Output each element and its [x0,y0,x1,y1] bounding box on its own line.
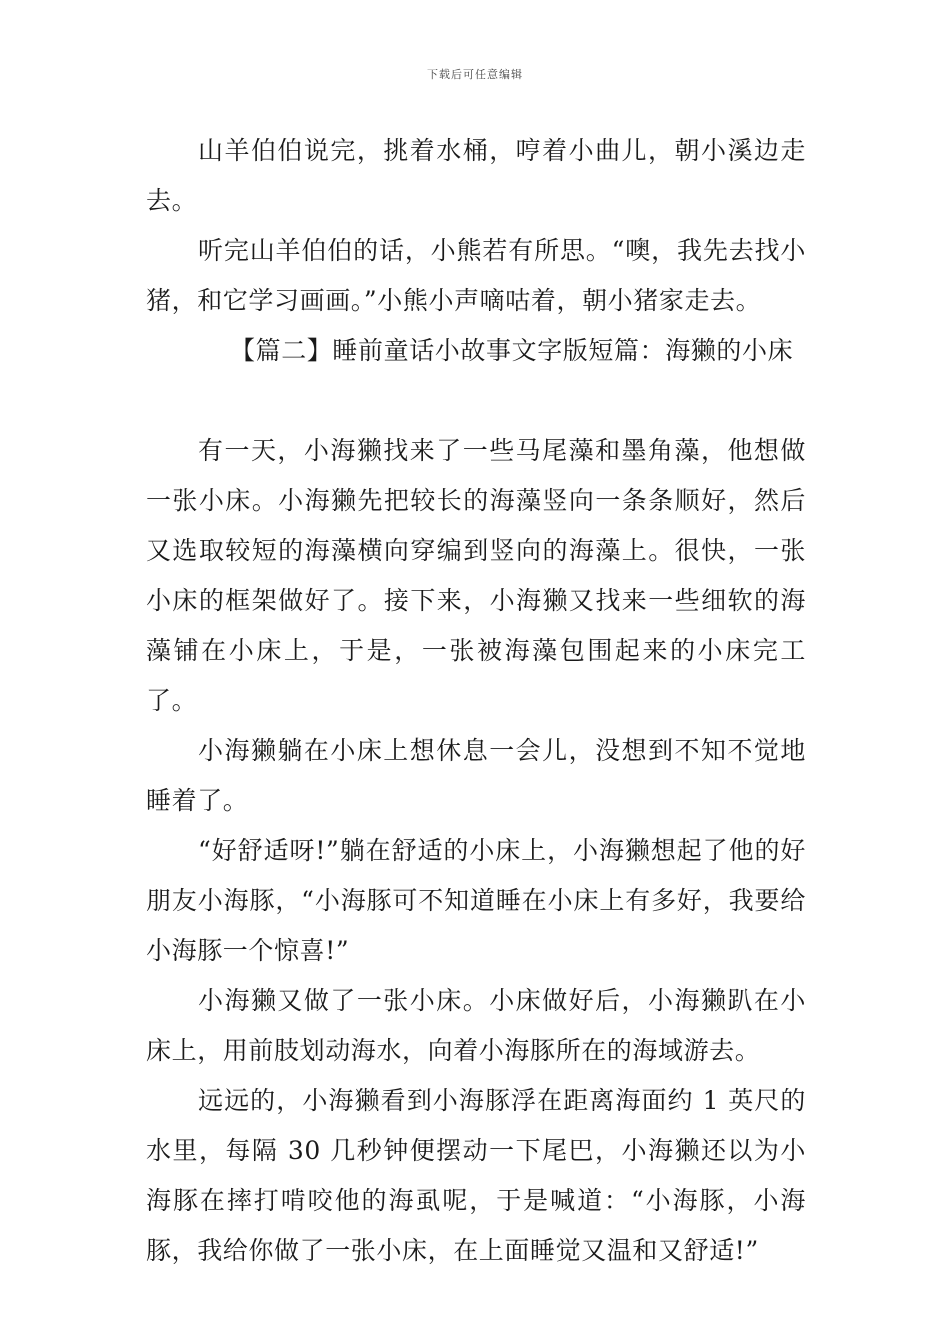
paragraph-6: 小海獭又做了一张小床。小床做好后，小海獭趴在小床上，用前肢划动海水，向着小海豚所在的海域游去。 [146,986,806,1065]
section-title: 【篇二】睡前童话小故事文字版短篇：海獭的小床 [230,336,794,365]
document-body [146,126,806,1276]
paragraph-5: “好舒适呀!”躺在舒适的小床上，小海獭想起了他的好朋友小海豚，“小海豚可不知道睡在小床上有多好，我要给小海豚一个惊喜!” [146,836,806,965]
paragraph-4: 小海獭躺在小床上想休息一会儿，没想到不知不觉地睡着了。 [146,736,806,815]
paragraph-2: 听完山羊伯伯的话，小熊若有所思。“噢，我先去找小猪，和它学习画画。”小熊小声嘀咕着，朝小猪家走去。 [146,236,806,315]
paragraph-3: 有一天，小海獭找来了一些马尾藻和墨角藻，他想做一张小床。小海獭先把较长的海藻竖向一条条顺好，然后又选取较短的海藻横向穿编到竖向的海藻上。很快，一张小床的框架做好了。接下来，小海獭又找来一些细软的海藻铺在小床上，于是，一张被海藻包围起来的小床完工了。 [146,436,806,715]
paragraph-1: 山羊伯伯说完，挑着水桶，哼着小曲儿，朝小溪边走去。 [146,136,806,215]
paragraph-7: 远远的，小海獭看到小海豚浮在距离海面约 1 英尺的水里，每隔 30 几秒钟便摆动一下尾巴，小海獭还以为小海豚在摔打啃咬他的海虱呢，于是喊道：“小海豚，小海豚，我给你做了一张小床，在上面睡觉又温和又舒适!” [146,1086,806,1265]
section-spacer [146,376,806,426]
page-header: 下载后可任意编辑 [427,68,523,81]
